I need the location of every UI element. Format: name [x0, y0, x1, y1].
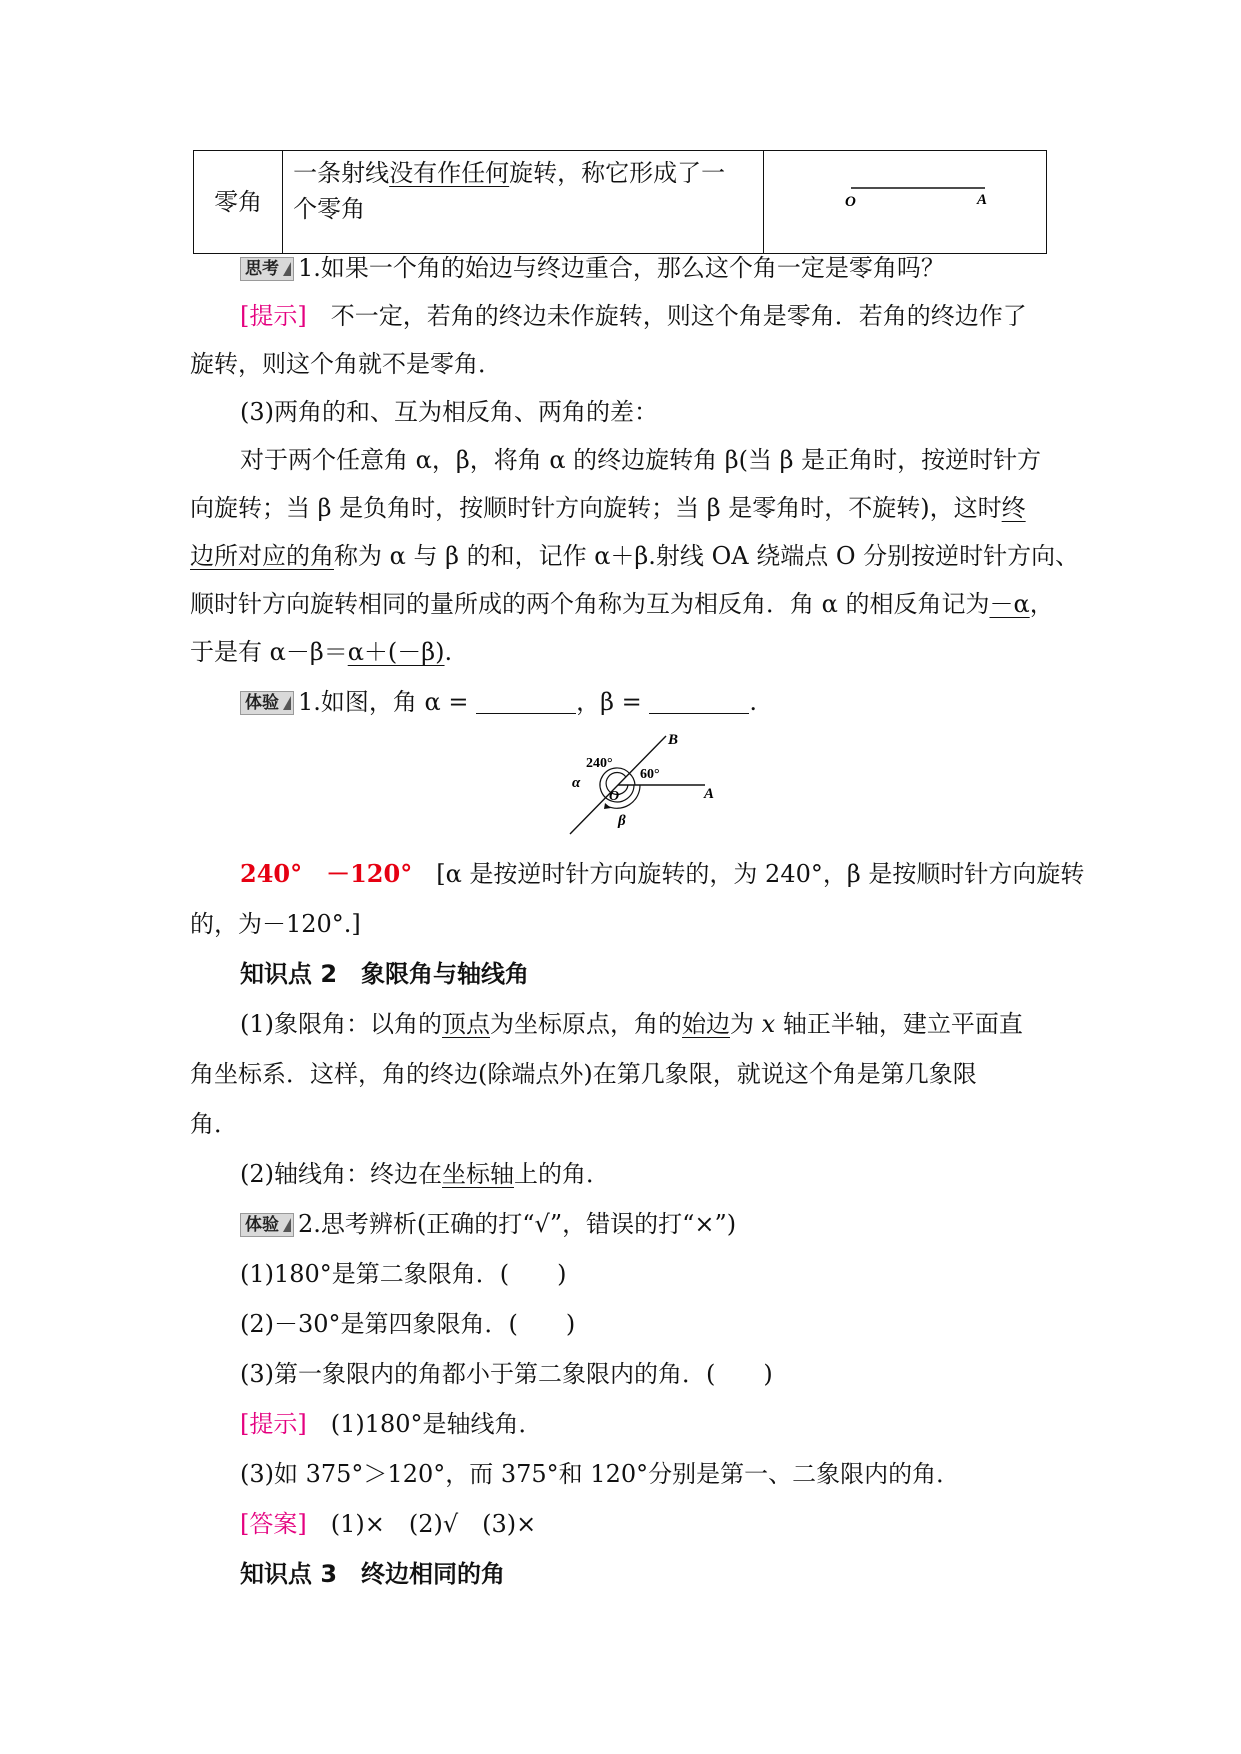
- exp1-answer-line1: [240, 856, 1084, 892]
- exp2-item-2: (2)－30°是第四象限角．( ): [240, 1310, 576, 1338]
- hint-label: [提示]: [240, 302, 307, 330]
- para-line2-underlined: 终: [1001, 494, 1026, 522]
- exp1-text: 1.如图，角 α =: [298, 688, 469, 716]
- definition-line2: 个零角: [293, 195, 366, 223]
- experience-tag: 体验: [240, 691, 294, 715]
- answer-text: (1)× (2)√ (3)×: [330, 1510, 537, 1538]
- para-line5-underlined: α＋(－β): [347, 638, 445, 666]
- alpha-label: α: [572, 775, 581, 791]
- para-line4-underlined: －α: [989, 590, 1030, 618]
- table-definition-cell: [283, 151, 764, 254]
- para-line4-text: 顺时针方向旋转相同的量所成的两个角称为互为相反角．角 α 的相反角记为: [190, 590, 990, 618]
- table-figure-cell: [764, 151, 1047, 254]
- knowledge-point-3-title: 知识点 3 终边相同的角: [240, 1560, 506, 1588]
- para-line3-text: 称为 α 与 β 的和，记作 α＋β.射线 OA 绕端点 O 分别按逆时针方向、: [334, 542, 1080, 570]
- exp2-title-text: 2.思考辨析(正确的打“√”，错误的打“×”): [298, 1210, 737, 1238]
- para-line3: [190, 538, 1079, 574]
- term-zero-angle: 零角: [214, 188, 263, 216]
- kp2-text-2: 为坐标原点，角的: [490, 1010, 682, 1038]
- kp2-x-var: x: [761, 1010, 776, 1038]
- angle-240-label: 240°: [586, 756, 613, 771]
- kp2-axis-text: (2)轴线角：终边在: [240, 1160, 442, 1188]
- para-line5-period: .: [444, 638, 453, 666]
- angle-figure: [560, 730, 730, 840]
- experience-tag-2: 体验: [240, 1213, 294, 1237]
- para-line4: [190, 586, 1054, 622]
- kp2-line3: 角．: [190, 1110, 238, 1138]
- kp2-underline-initial-side: 始边: [682, 1010, 730, 1038]
- beta-label: β: [618, 813, 626, 829]
- hint-label-2: [提示]: [240, 1410, 307, 1438]
- zero-angle-table: [193, 150, 1047, 254]
- para-line4-comma: ，: [1029, 590, 1054, 618]
- exp1-question: [240, 684, 757, 720]
- answer-blank-beta: [649, 689, 749, 714]
- para-line1: 对于两个任意角 α，β，将角 α 的终边旋转角 β(当 β 是正角时，按逆时针方: [240, 446, 1042, 474]
- point-o-label: O: [845, 194, 856, 210]
- para-line5-text: 于是有 α－β＝: [190, 638, 348, 666]
- definition-underlined: 没有作任何: [389, 159, 510, 187]
- knowledge-point-2-title: 知识点 2 象限角与轴线角: [240, 960, 530, 988]
- para-line2-text: 向旋转；当 β 是负角时，按顺时针方向旋转；当 β 是零角时，不旋转)，这时: [190, 494, 1002, 522]
- hint-text: 不一定，若角的终边未作旋转，则这个角是零角．若角的终边作了: [330, 302, 1027, 330]
- answer-alpha: 240°: [240, 859, 303, 888]
- exp2-item-3: (3)第一象限内的角都小于第二象限内的角．( ): [240, 1360, 773, 1388]
- think-tag: 思考: [240, 257, 294, 281]
- point-a-label: A: [977, 192, 988, 208]
- kp2-text-3: 为: [730, 1010, 762, 1038]
- hint-1-line1: [240, 298, 1027, 334]
- definition-text: 一条射线: [293, 159, 390, 187]
- kp2-underline-vertex: 顶点: [442, 1010, 490, 1038]
- exp2-item-1: (1)180°是第二象限角．( ): [240, 1260, 567, 1288]
- zero-angle-figure: [765, 152, 1045, 242]
- answer-label: [答案]: [240, 1510, 307, 1538]
- kp2-axis-text-2: 上的角．: [514, 1160, 610, 1188]
- think-question: [240, 250, 945, 286]
- answer-blank-alpha: [476, 689, 576, 714]
- para-line3-underlined: 边所对应的角: [190, 542, 334, 570]
- arc-60: [629, 773, 635, 785]
- kp2-text: (1)象限角：以角的: [240, 1010, 442, 1038]
- kp2-text-4: 轴正半轴，建立平面直: [775, 1010, 1023, 1038]
- para-line5: [190, 634, 452, 670]
- exp2-answer: [240, 1506, 536, 1542]
- exp2-hint-line2: (3)如 375°＞120°，而 375°和 120°分别是第一、二象限内的角．: [240, 1460, 961, 1488]
- kp2-axis-line: [240, 1156, 610, 1192]
- hint-1-line2: 旋转，则这个角就不是零角．: [190, 350, 502, 378]
- definition-text-2: 旋转，称它形成了一: [509, 159, 726, 187]
- angle-60-label: 60°: [640, 767, 660, 782]
- section-3-heading: (3)两角的和、互为相反角、两角的差：: [240, 398, 658, 426]
- exp1-text-mid: ，β =: [576, 688, 642, 716]
- table-term-cell: [194, 151, 283, 254]
- point-o-label: O: [609, 789, 620, 804]
- kp2-line2: 角坐标系．这样，角的终边(除端点外)在第几象限，就说这个角是第几象限: [190, 1060, 977, 1088]
- answer-beta: －120°: [326, 859, 413, 888]
- exp1-text-end: .: [749, 688, 758, 716]
- exp2-hint-line1: [240, 1406, 543, 1442]
- point-a-label: A: [704, 786, 715, 802]
- hint-text-2: (1)180°是轴线角．: [330, 1410, 543, 1438]
- kp2-line1: [240, 1006, 1023, 1042]
- kp2-underline-axis: 坐标轴: [442, 1160, 514, 1188]
- para-line2: [190, 490, 1026, 526]
- exp1-answer-line2: 的，为－120°.]: [190, 910, 361, 938]
- think-text: 1.如果一个角的始边与终边重合，那么这个角一定是零角吗？: [298, 254, 945, 282]
- explanation-text: [α 是按逆时针方向旋转的，为 240°，β 是按顺时针方向旋转: [436, 860, 1085, 888]
- point-b-label: B: [668, 732, 679, 748]
- exp2-title: [240, 1206, 736, 1242]
